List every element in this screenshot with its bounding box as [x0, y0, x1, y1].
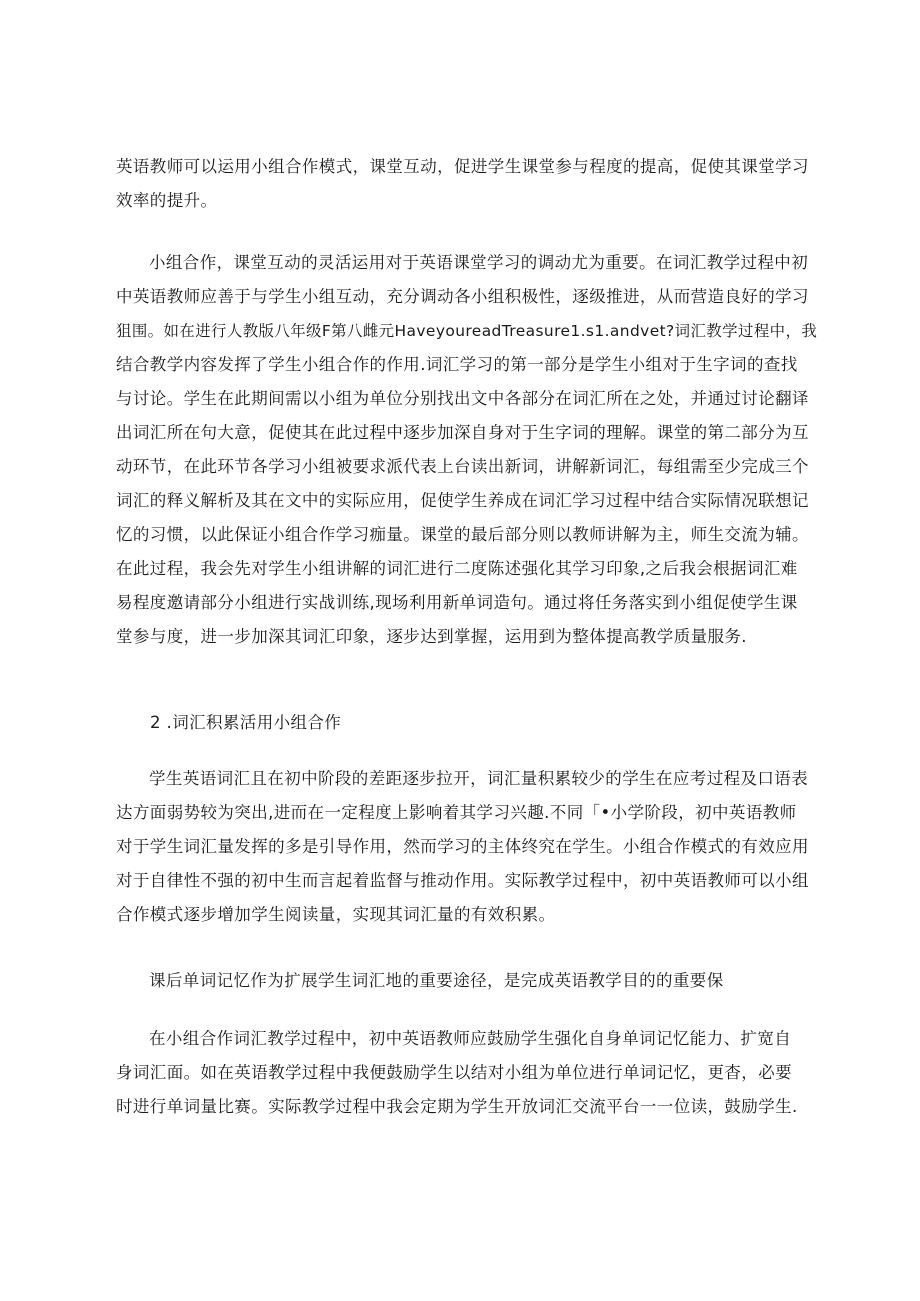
text-line: 忆的习惯，以此保证小组合作学习痂量。课堂的最后部分则以教师讲解为主，师生交流为辅。	[116, 525, 809, 544]
text-line: 词汇的释义解析及其在文中的实际应用，促使学生养成在词汇学习过程中结合实际情况联想记	[116, 491, 809, 510]
paragraph-1	[116, 150, 816, 218]
text-line: 狙围。如在进行人教版八年级F第八雌元HaveyoureadTreasure1.s1.andvet?词汇教学过程中，我	[116, 322, 818, 340]
text-line: 对于学生词汇量发挥的多是引导作用，然而学习的主体终究在学生。小组合作模式的有效应用	[116, 837, 809, 856]
text-line: 学生英语词汇且在初中阶段的差距逐步拉开，词汇量积累较少的学生在应考过程及口语表	[149, 769, 809, 788]
text-line: 身词汇面。如在英语教学过程中我便鼓励学生以结对小组为单位进行单词记忆，更杳，必要	[116, 1063, 792, 1082]
text-line: 效率的提升。	[116, 191, 218, 210]
text-line: 与讨论。学生在此期间需以小组为单位分别找出文中各部分在词汇所在之处，并通过讨论翻译	[116, 389, 809, 408]
text-line: 易程度邀请部分小组进行实战训练,现场利用新单词造句。通过将任务落实到小组促使学生课	[116, 593, 798, 612]
text-line: 堂参与度，进一步加深其词汇印象，逐步达到掌握，运用到为整体提高教学质量服务.	[116, 627, 747, 646]
paragraph-2	[116, 246, 816, 654]
text-line: 动环节，在此环节各学习小组被要求派代表上台读出新词，讲解新词汇，每组需至少完成三个	[116, 457, 809, 476]
text-line: 结合教学内容发挥了学生小组合作的作用.词汇学习的第一部分是学生小组对于生字词的查找	[116, 355, 798, 374]
text-line: 英语教师可以运用小组合作模式，课堂互动，促进学生课堂参与程度的提高，促使其课堂学习	[116, 157, 809, 176]
paragraph-3	[116, 762, 816, 932]
text-line: 在小组合作词汇教学过程中，初中英语教师应鼓励学生强化自身单词记忆能力、扩宽自	[149, 1029, 792, 1048]
text-line: 时进行单词量比赛。实际教学过程中我会定期为学生开放词汇交流平台一一位读，鼓励学生.	[116, 1097, 798, 1116]
text-line: 小组合作，课堂互动的灵活运用对于英语课堂学习的调动尤为重要。在词汇教学过程中初	[149, 253, 809, 272]
text-line: 中英语教师应善于与学生小组互动，充分调动各小组积极性，逐级推进，从而营造良好的学习	[116, 287, 809, 306]
section-heading: 2 .词汇积累活用小组合作	[150, 713, 342, 732]
text-line: 对于自律性不强的初中生而言起着监督与推动作用。实际教学过程中，初中英语教师可以小组	[116, 871, 809, 890]
paragraph-5	[116, 1022, 816, 1124]
text-line: 合作模式逐步增加学生阅读量，实现其词汇量的有效积累。	[116, 905, 556, 924]
text-line: 在此过程，我会先对学生小组讲解的词汇进行二度陈述强化其学习印象,之后我会根据词汇难	[116, 559, 798, 578]
text-line: 课后单词记忆作为扩展学生词汇地的重要途径，是完成英语教学目的的重要保	[149, 971, 724, 990]
paragraph-4	[116, 964, 816, 998]
text-line: 达方面弱势较为突出,进而在一定程度上影响着其学习兴趣.不同「•小学阶段，初中英语教师	[116, 803, 797, 822]
text-line: 出词汇所在句大意，促使其在此过程中逐步加深自身对于生字词的理解。课堂的第二部分为互	[116, 423, 809, 442]
